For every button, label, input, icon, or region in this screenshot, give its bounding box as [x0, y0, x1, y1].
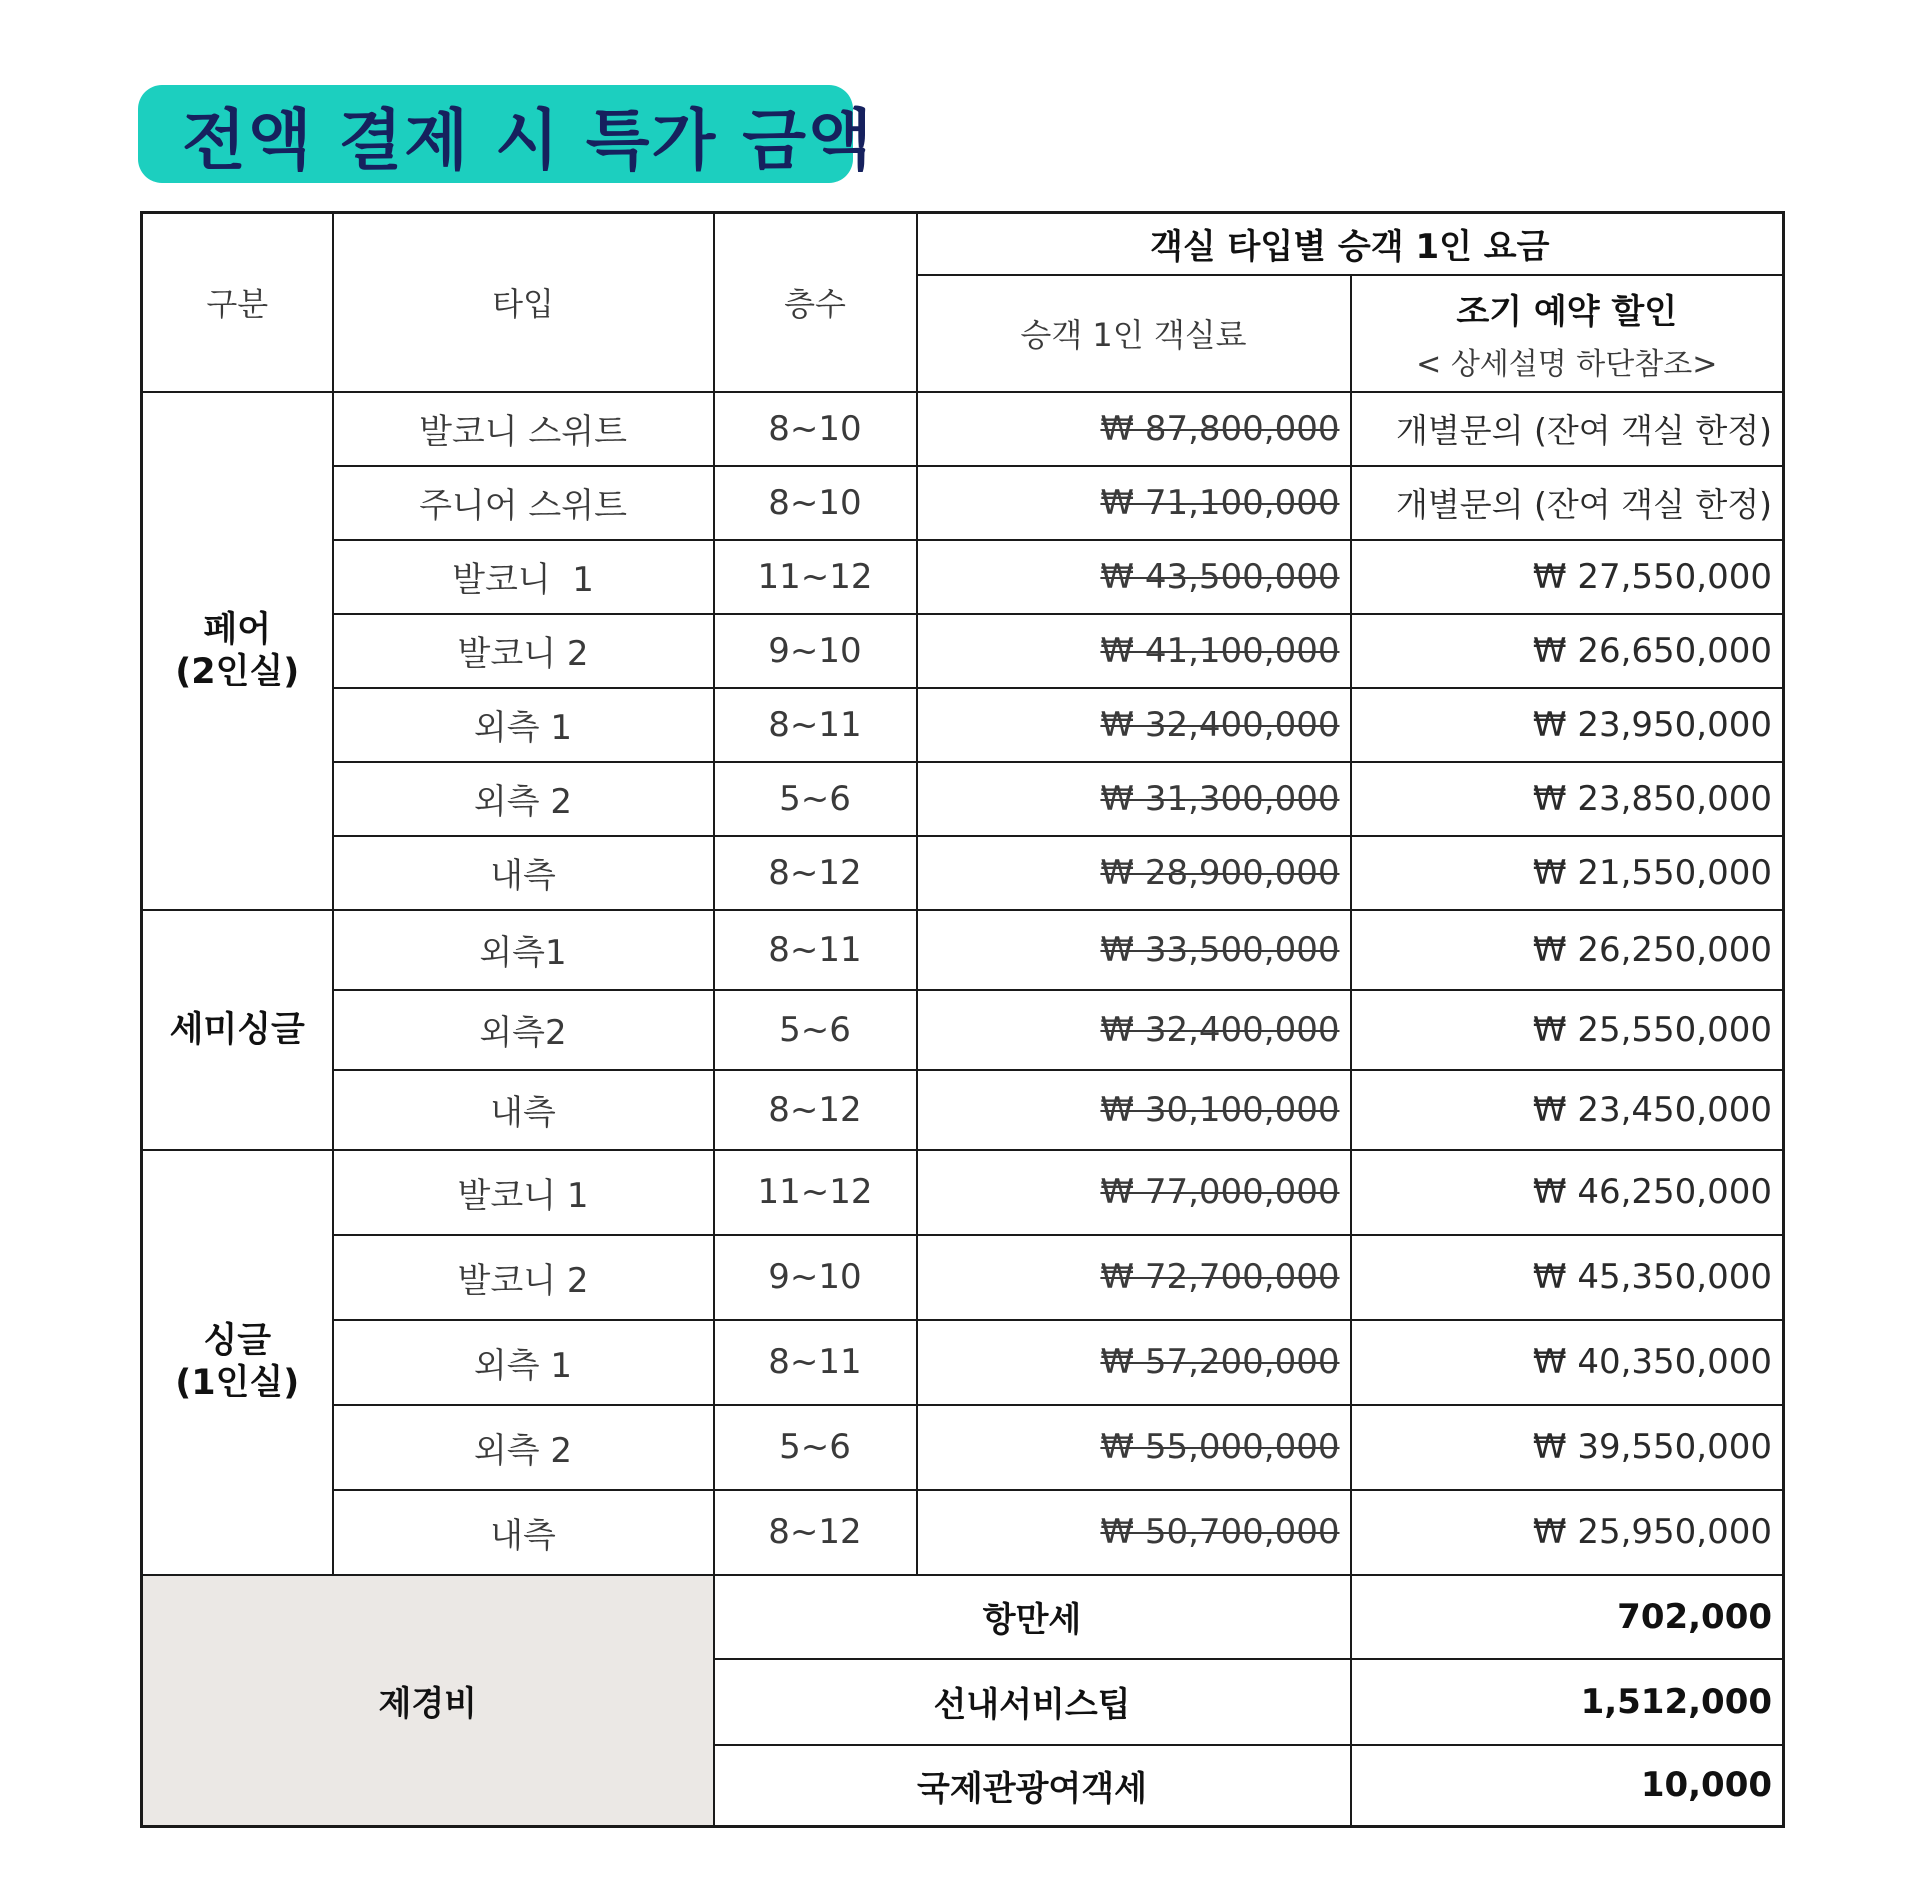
original-price: ₩ 32,400,000: [1100, 704, 1340, 745]
floor-cell: 11~12: [714, 1150, 917, 1235]
header-price: 승객 1인 객실료: [917, 275, 1351, 392]
floor-cell: 5~6: [714, 1405, 917, 1490]
header-group: 객실 타입별 승객 1인 요금: [917, 213, 1784, 275]
floor-cell: 8~11: [714, 1320, 917, 1405]
floor-cell: 5~6: [714, 990, 917, 1070]
discount-cell: ₩ 21,550,000: [1351, 836, 1784, 910]
original-price: ₩ 50,700,000: [1100, 1512, 1340, 1552]
category-name: 페어: [203, 609, 272, 650]
category-cell: [142, 910, 333, 1150]
table-row: [142, 688, 1784, 762]
floor-cell: 5~6: [714, 762, 917, 836]
category-name: 싱글: [203, 1321, 272, 1361]
price-cell: [917, 466, 1351, 540]
price-cell: [917, 392, 1351, 466]
category-cell: [142, 1150, 333, 1575]
table-row: [142, 540, 1784, 614]
floor-cell: 11~12: [714, 540, 917, 614]
header-category: 구분: [142, 213, 333, 392]
original-price: ₩ 71,100,000: [1100, 482, 1340, 523]
floor-cell: 8~12: [714, 1070, 917, 1150]
category-subname: (2인실): [175, 651, 300, 692]
type-cell: 내측: [333, 1490, 714, 1575]
page-title: 전액 결제 시 특가 금액: [182, 101, 874, 179]
type-cell: 외측 1: [333, 1320, 714, 1405]
original-price: ₩ 31,300,000: [1100, 778, 1340, 819]
floor-cell: 8~10: [714, 392, 917, 466]
floor-cell: 8~12: [714, 836, 917, 910]
type-cell: 주니어 스위트: [333, 466, 714, 540]
floor-cell: 9~10: [714, 614, 917, 688]
header-row-1: [142, 213, 1784, 275]
table-row: [142, 910, 1784, 990]
original-price: ₩ 28,900,000: [1100, 852, 1340, 893]
fee-row: [142, 1575, 1784, 1659]
price-cell: [917, 1405, 1351, 1490]
fee-name: 선내서비스팁: [714, 1659, 1351, 1745]
table-row: [142, 990, 1784, 1070]
discount-cell: ₩ 23,450,000: [1351, 1070, 1784, 1150]
original-price: ₩ 77,000,000: [1100, 1172, 1340, 1212]
discount-cell: ₩ 25,550,000: [1351, 990, 1784, 1070]
fee-value: 702,000: [1351, 1575, 1784, 1659]
table-row: [142, 392, 1784, 466]
category-name: 세미싱글: [169, 1009, 305, 1050]
price-cell: [917, 540, 1351, 614]
discount-cell: ₩ 26,250,000: [1351, 910, 1784, 990]
fees-label: 제경비: [142, 1575, 714, 1827]
header-floor: 층수: [714, 213, 917, 392]
table-row: [142, 466, 1784, 540]
discount-cell: ₩ 40,350,000: [1351, 1320, 1784, 1405]
price-table: [140, 211, 1785, 1828]
floor-cell: 8~11: [714, 910, 917, 990]
price-cell: [917, 614, 1351, 688]
discount-cell: ₩ 45,350,000: [1351, 1235, 1784, 1320]
header-discount-title: 조기 예약 할인: [1456, 291, 1678, 332]
type-cell: 발코니 스위트: [333, 392, 714, 466]
discount-cell: ₩ 27,550,000: [1351, 540, 1784, 614]
original-price: ₩ 43,500,000: [1100, 556, 1340, 597]
original-price: ₩ 41,100,000: [1100, 630, 1340, 671]
discount-cell: 개별문의 (잔여 객실 한정): [1351, 466, 1784, 540]
type-cell: 내측: [333, 836, 714, 910]
original-price: ₩ 72,700,000: [1100, 1257, 1340, 1297]
header-type: 타입: [333, 213, 714, 392]
discount-cell: ₩ 39,550,000: [1351, 1405, 1784, 1490]
type-cell: 내측: [333, 1070, 714, 1150]
table-row: [142, 1320, 1784, 1405]
floor-cell: 8~12: [714, 1490, 917, 1575]
discount-cell: ₩ 26,650,000: [1351, 614, 1784, 688]
discount-cell: ₩ 23,950,000: [1351, 688, 1784, 762]
price-cell: [917, 910, 1351, 990]
table-row: [142, 1405, 1784, 1490]
price-cell: [917, 990, 1351, 1070]
type-cell: 외측1: [333, 910, 714, 990]
original-price: ₩ 30,100,000: [1100, 1089, 1340, 1130]
fee-value: 1,512,000: [1351, 1659, 1784, 1745]
type-cell: 외측 2: [333, 1405, 714, 1490]
table-row: [142, 762, 1784, 836]
original-price: ₩ 55,000,000: [1100, 1427, 1340, 1467]
type-cell: 발코니 2: [333, 1235, 714, 1320]
type-cell: 발코니 1: [333, 1150, 714, 1235]
title-badge: [138, 85, 874, 183]
type-cell: 외측2: [333, 990, 714, 1070]
discount-cell: ₩ 25,950,000: [1351, 1490, 1784, 1575]
table-row: [142, 836, 1784, 910]
type-cell: 발코니 1: [333, 540, 714, 614]
table-row: [142, 614, 1784, 688]
floor-cell: 9~10: [714, 1235, 917, 1320]
header-discount: [1351, 275, 1784, 392]
fee-name: 국제관광여객세: [714, 1745, 1351, 1827]
price-cell: [917, 1070, 1351, 1150]
type-cell: 외측 2: [333, 762, 714, 836]
discount-cell: 개별문의 (잔여 객실 한정): [1351, 392, 1784, 466]
header-discount-note: < 상세설명 하단참조>: [1416, 346, 1718, 382]
price-cell: [917, 1235, 1351, 1320]
category-cell: [142, 392, 333, 910]
table-row: [142, 1150, 1784, 1235]
price-cell: [917, 836, 1351, 910]
price-cell: [917, 688, 1351, 762]
original-price: ₩ 57,200,000: [1100, 1342, 1340, 1382]
price-cell: [917, 762, 1351, 836]
fee-value: 10,000: [1351, 1745, 1784, 1827]
discount-cell: ₩ 46,250,000: [1351, 1150, 1784, 1235]
table-row: [142, 1235, 1784, 1320]
category-subname: (1인실): [175, 1363, 300, 1403]
floor-cell: 8~10: [714, 466, 917, 540]
price-cell: [917, 1150, 1351, 1235]
fee-name: 항만세: [714, 1575, 1351, 1659]
price-cell: [917, 1490, 1351, 1575]
original-price: ₩ 87,800,000: [1100, 408, 1340, 449]
floor-cell: 8~11: [714, 688, 917, 762]
price-cell: [917, 1320, 1351, 1405]
type-cell: 발코니 2: [333, 614, 714, 688]
type-cell: 외측 1: [333, 688, 714, 762]
original-price: ₩ 32,400,000: [1100, 1009, 1340, 1050]
original-price: ₩ 33,500,000: [1100, 929, 1340, 970]
table-row: [142, 1490, 1784, 1575]
table-row: [142, 1070, 1784, 1150]
discount-cell: ₩ 23,850,000: [1351, 762, 1784, 836]
